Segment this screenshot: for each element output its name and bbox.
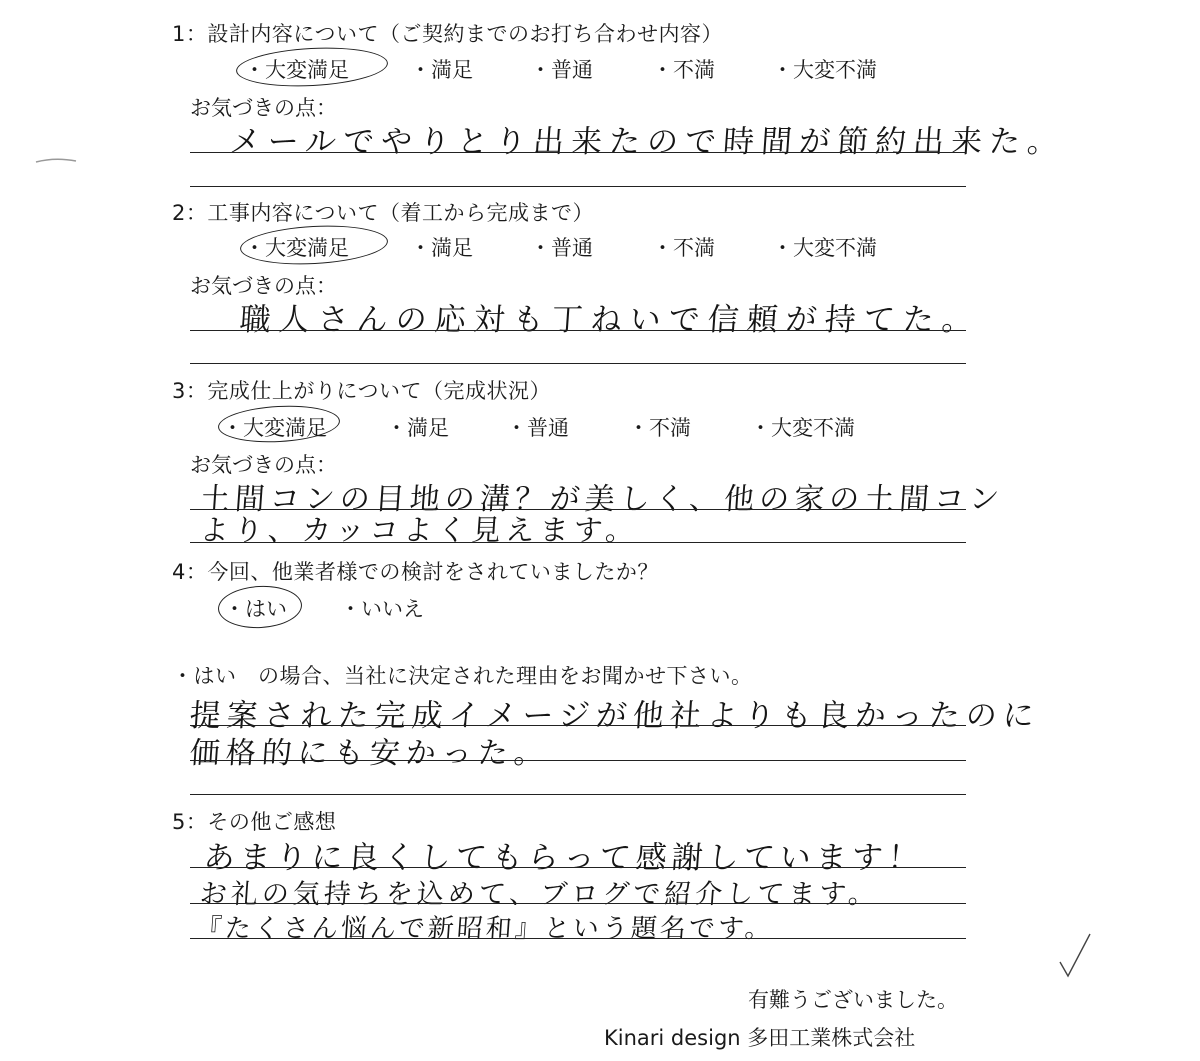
q2-option-very-dissatisfied[interactable]: ・大変不満 — [772, 236, 877, 260]
q3-option-very-satisfied[interactable]: ・大変満足 — [222, 416, 327, 440]
q1-option-dissatisfied[interactable]: ・不満 — [652, 58, 715, 82]
q3-answer-line-1: 土間コンの目地の溝？が美しく、他の家の土間コン — [198, 482, 1006, 517]
q3-answer-line-2: より、カッコよく見えます。 — [198, 513, 641, 547]
q2-option-normal[interactable]: ・普通 — [530, 236, 593, 260]
q4-option-no[interactable]: ・いいえ — [340, 597, 424, 621]
q4-followup-question: ・はい の場合、当社に決定された理由をお聞かせ下さい。 — [172, 664, 753, 688]
q5-answer-line-2: お礼の気持ちを込めて、ブログで紹介してます。 — [198, 879, 881, 910]
q5-title: 5：その他ご感想 — [172, 810, 337, 834]
q1-answer-line-1: メールでやりとり出来たので時間が節約出来た。 — [228, 124, 1067, 160]
q2-title: 2：工事内容について（着工から完成まで） — [172, 201, 594, 225]
q5-answer-line-1: あまりに良くしてもらって感謝しています！ — [202, 840, 926, 876]
q3-option-satisfied[interactable]: ・満足 — [386, 416, 449, 440]
q4-option-yes[interactable]: ・はい — [224, 597, 287, 621]
closing-company: Kinari design 多田工業株式会社 — [604, 1026, 916, 1050]
q1-title: 1：設計内容について（ご契約までのお打ち合わせ内容） — [172, 22, 723, 46]
q2-option-dissatisfied[interactable]: ・不満 — [652, 236, 715, 260]
q1-option-very-satisfied[interactable]: ・大変満足 — [244, 58, 349, 82]
q3-option-dissatisfied[interactable]: ・不満 — [628, 416, 691, 440]
q5-answer-line-3: 『たくさん悩んで新昭和』という題名です。 — [194, 914, 775, 944]
stray-dash-mark — [36, 159, 76, 162]
q3-option-normal[interactable]: ・普通 — [506, 416, 569, 440]
q3-title: 3：完成仕上がりについて（完成状況） — [172, 379, 551, 403]
q4-answer-line-1: 提案された完成イメージが他社よりも良かったのに — [188, 698, 1042, 734]
q2-note-label: お気づきの点： — [190, 274, 337, 298]
q1-option-very-dissatisfied[interactable]: ・大変不満 — [772, 58, 877, 82]
closing-thanks: 有難うございました。 — [748, 988, 958, 1012]
q3-option-very-dissatisfied[interactable]: ・大変不満 — [750, 416, 855, 440]
q1-option-satisfied[interactable]: ・満足 — [410, 58, 473, 82]
q1-note-label: お気づきの点： — [190, 96, 337, 120]
q1-option-normal[interactable]: ・普通 — [530, 58, 593, 82]
q4-title: 4：今回、他業者様での検討をされていましたか？ — [172, 560, 659, 584]
q2-option-very-satisfied[interactable]: ・大変満足 — [244, 236, 349, 260]
q3-note-label: お気づきの点： — [190, 453, 337, 477]
q2-option-satisfied[interactable]: ・満足 — [410, 236, 473, 260]
q2-answer-line-1: 職人さんの応対も丁ねいで信頼が持てた。 — [238, 302, 983, 338]
q4-answer-line-2: 価格的にも安かった。 — [188, 736, 551, 771]
check-mark-icon — [1060, 934, 1090, 976]
